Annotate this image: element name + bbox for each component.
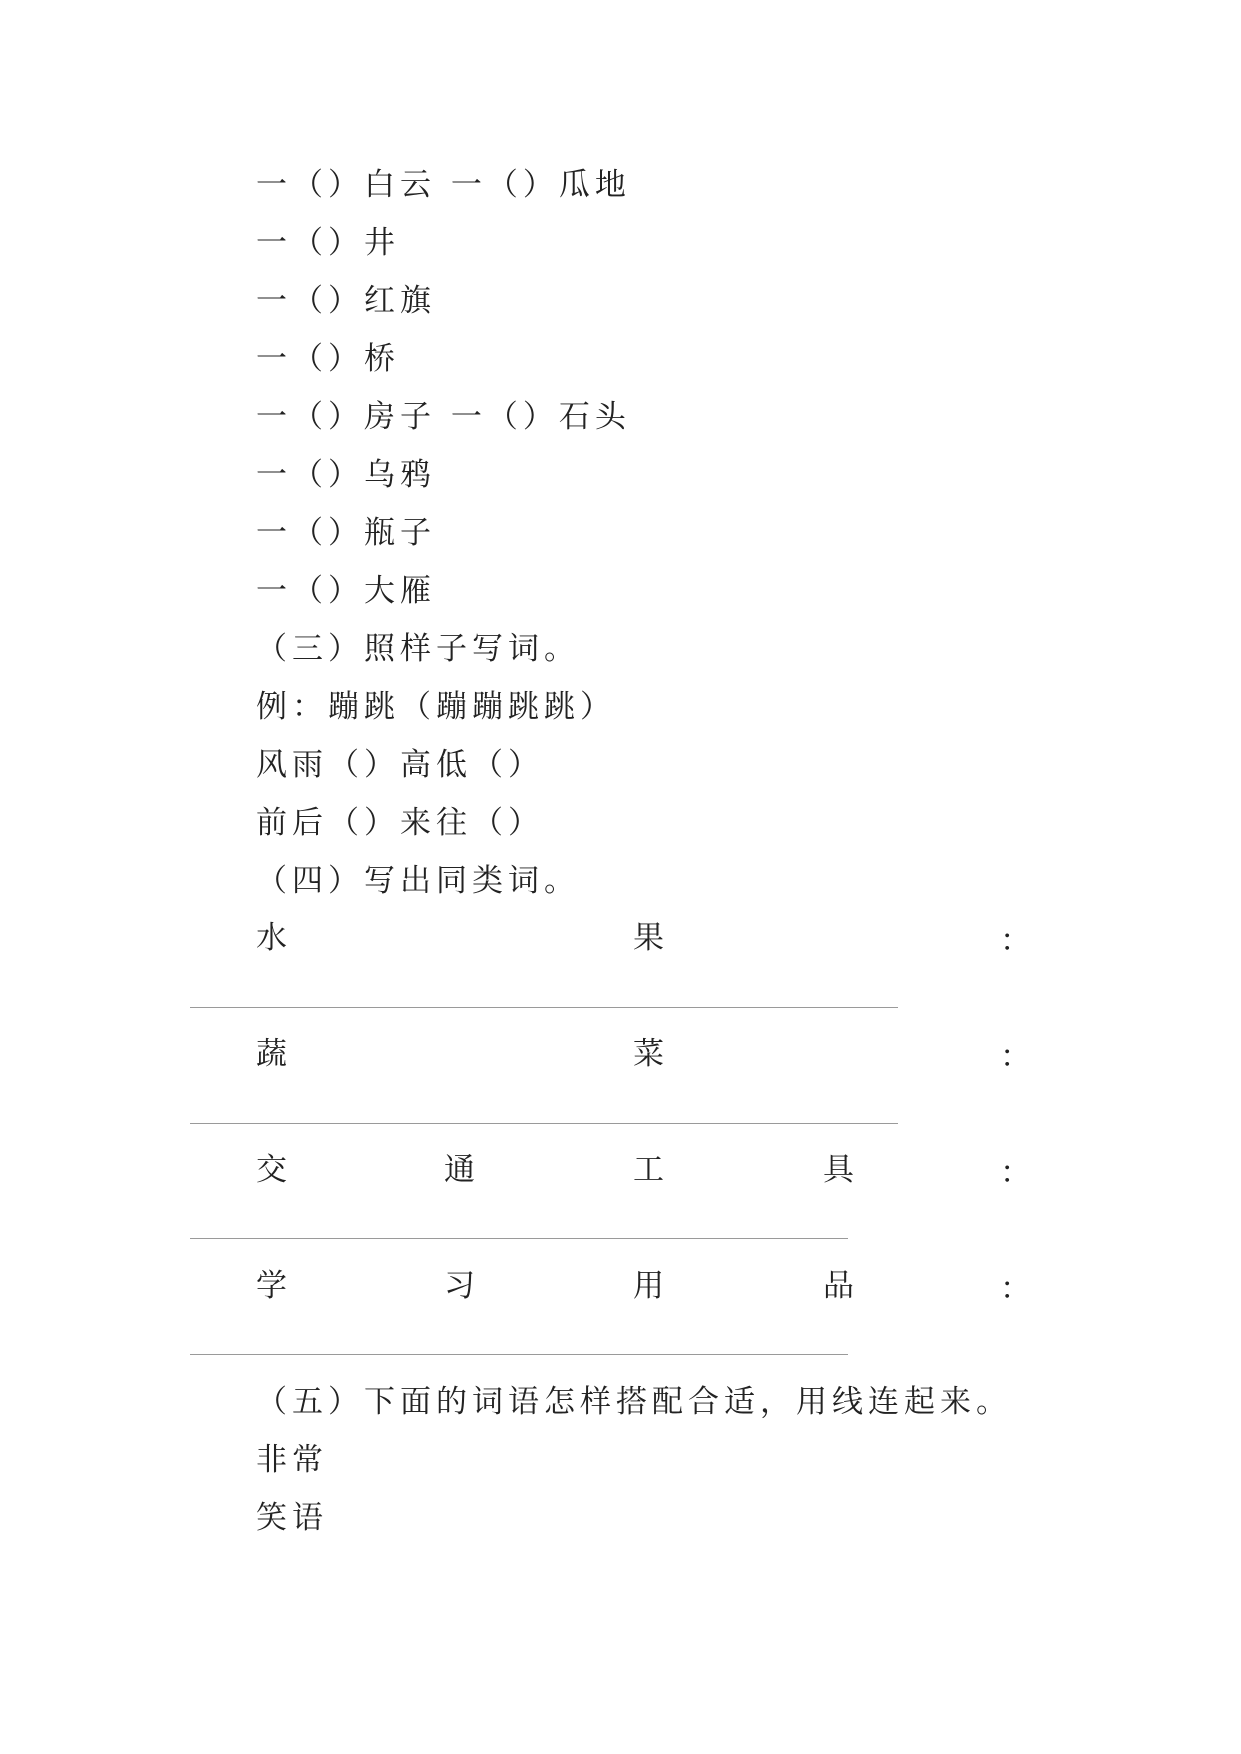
section-3-row-2: 前后（）来往（） [256, 805, 544, 841]
transport-char-2: 通 [444, 1152, 475, 1188]
measure-word-row-1: 一（）白云 一（）瓜地 [256, 167, 631, 203]
stationery-answer-line [190, 1354, 848, 1355]
vegetable-char-1: 蔬 [256, 1036, 287, 1072]
section-4-heading: （四）写出同类词。 [256, 863, 580, 899]
section-3-row-1: 风雨（）高低（） [256, 747, 544, 783]
fruit-colon: ： [1000, 923, 1031, 959]
stationery-char-4: 品 [823, 1268, 854, 1304]
fruit-answer-line [190, 1007, 898, 1008]
measure-word-row-3: 一（）红旗 [256, 283, 436, 319]
measure-word-row-7: 一（）瓶子 [256, 515, 436, 551]
vegetable-answer-line [190, 1123, 898, 1124]
section-3-heading: （三）照样子写词。 [256, 631, 580, 667]
stationery-char-1: 学 [256, 1268, 287, 1304]
measure-word-row-6: 一（）乌鸦 [256, 457, 436, 493]
transport-answer-line [190, 1238, 848, 1239]
section-3-example: 例：蹦跳（蹦蹦跳跳） [256, 689, 616, 725]
section-5-item-1: 非常 [256, 1442, 328, 1478]
measure-word-row-4: 一（）桥 [256, 341, 400, 377]
measure-word-row-8: 一（）大雁 [256, 573, 436, 609]
transport-char-1: 交 [256, 1152, 287, 1188]
vegetable-colon: ： [1000, 1039, 1031, 1075]
stationery-char-2: 习 [444, 1268, 475, 1304]
transport-char-3: 工 [633, 1152, 664, 1188]
section-5-heading: （五）下面的词语怎样搭配合适，用线连起来。 [256, 1384, 1012, 1420]
transport-colon: ： [1000, 1155, 1031, 1191]
fruit-char-2: 果 [633, 920, 664, 956]
stationery-colon: ： [1000, 1271, 1031, 1307]
section-5-item-2: 笑语 [256, 1500, 328, 1536]
transport-char-4: 具 [823, 1152, 854, 1188]
stationery-char-3: 用 [633, 1268, 664, 1304]
vegetable-char-2: 菜 [633, 1036, 664, 1072]
measure-word-row-2: 一（）井 [256, 225, 400, 261]
measure-word-row-5: 一（）房子 一（）石头 [256, 399, 631, 435]
fruit-char-1: 水 [256, 920, 287, 956]
